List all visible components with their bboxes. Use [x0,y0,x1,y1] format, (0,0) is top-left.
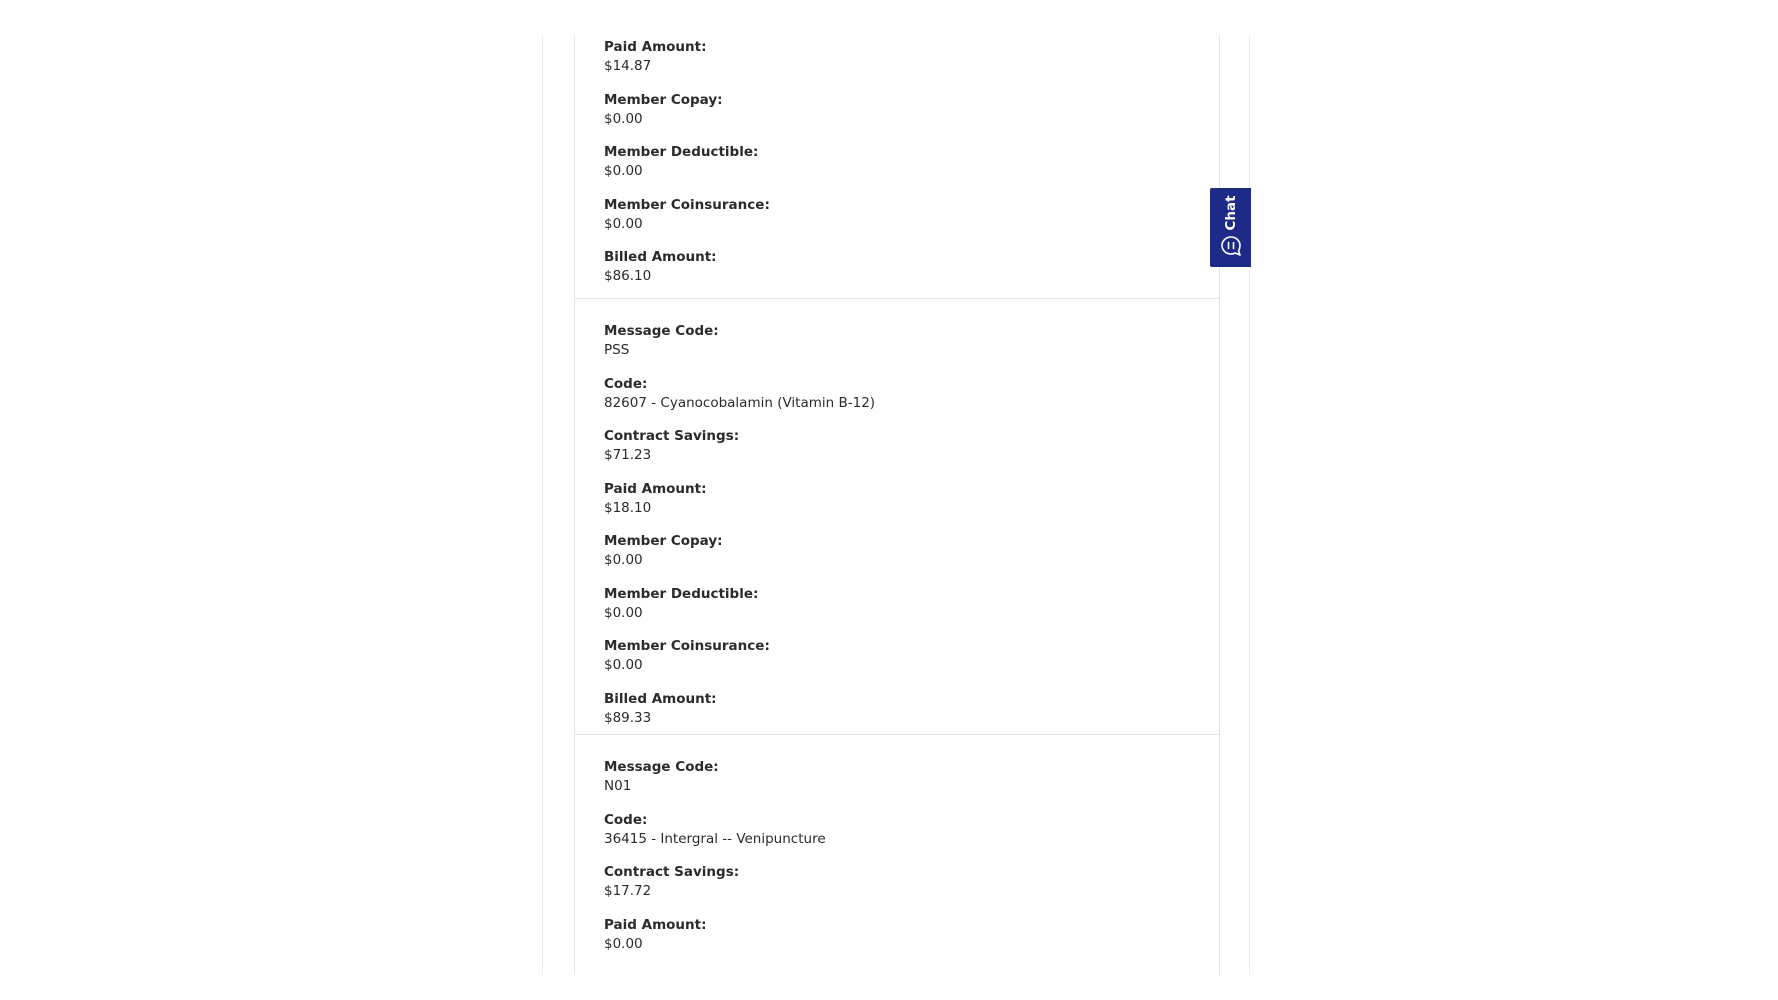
member-deductible-field [604,141,1219,194]
member-deductible-field [604,583,1219,636]
paid-amount-field [604,478,1219,531]
field-label: Member Coinsurance: [604,638,770,654]
message-code-field [604,756,1219,809]
field-label: Contract Savings: [604,428,740,444]
member-copay-field [604,89,1219,142]
field-value: $0.00 [604,110,643,127]
member-copay-field [604,530,1219,583]
field-label: Member Deductible: [604,144,759,160]
billed-amount-field [604,688,1219,741]
field-value: $86.10 [604,268,652,284]
field-label: Code: [604,811,648,828]
field-value: PSS [604,342,630,358]
field-value: 36415 - Intergral -- Venipuncture [604,830,826,847]
claim-line-3 [575,735,1219,975]
field-label: Billed Amount: [604,690,717,707]
member-coinsurance-field [604,194,1219,247]
field-label: Member Deductible: [604,585,759,602]
field-label: Billed Amount: [604,249,717,265]
field-value: $89.33 [604,709,652,726]
paid-amount-field [604,914,1219,967]
field-label: Paid Amount: [604,916,707,933]
field-value: $0.00 [604,935,643,952]
field-label: Member Copay: [604,91,723,108]
contract-savings-field [604,861,1219,914]
claim-line-1 [575,35,1219,299]
field-value: $0.00 [604,657,643,673]
claim-line-2 [575,299,1219,735]
field-label: Member Coinsurance: [604,196,770,213]
field-value: $0.00 [604,552,643,568]
member-coinsurance-field [604,635,1219,688]
field-label: Message Code: [604,323,719,339]
field-label: Member Copay: [604,533,723,549]
field-value: $0.00 [604,215,643,232]
contract-savings-field [604,425,1219,478]
claim-details-panel [574,35,1220,975]
field-value: $17.72 [604,883,652,899]
field-value: 82607 - Cyanocobalamin (Vitamin B-12) [604,394,876,411]
billed-amount-field [604,246,1219,299]
chat-bubble-icon [1220,235,1242,257]
chat-button[interactable] [1210,188,1251,267]
field-label: Paid Amount: [604,39,707,55]
field-label: Contract Savings: [604,864,740,880]
chat-label: Chat [1222,195,1239,231]
field-value: $14.87 [604,58,652,74]
field-label: Message Code: [604,759,719,775]
message-code-field [604,320,1219,373]
field-label: Paid Amount: [604,480,707,497]
procedure-code-field [604,809,1219,862]
field-value: $0.00 [604,163,643,179]
field-value: N01 [604,778,632,794]
procedure-code-field [604,373,1219,426]
paid-amount-field [604,36,1219,89]
field-value: $18.10 [604,499,652,516]
field-value: $71.23 [604,447,652,463]
field-value: $0.00 [604,604,643,621]
field-label: Code: [604,375,648,392]
